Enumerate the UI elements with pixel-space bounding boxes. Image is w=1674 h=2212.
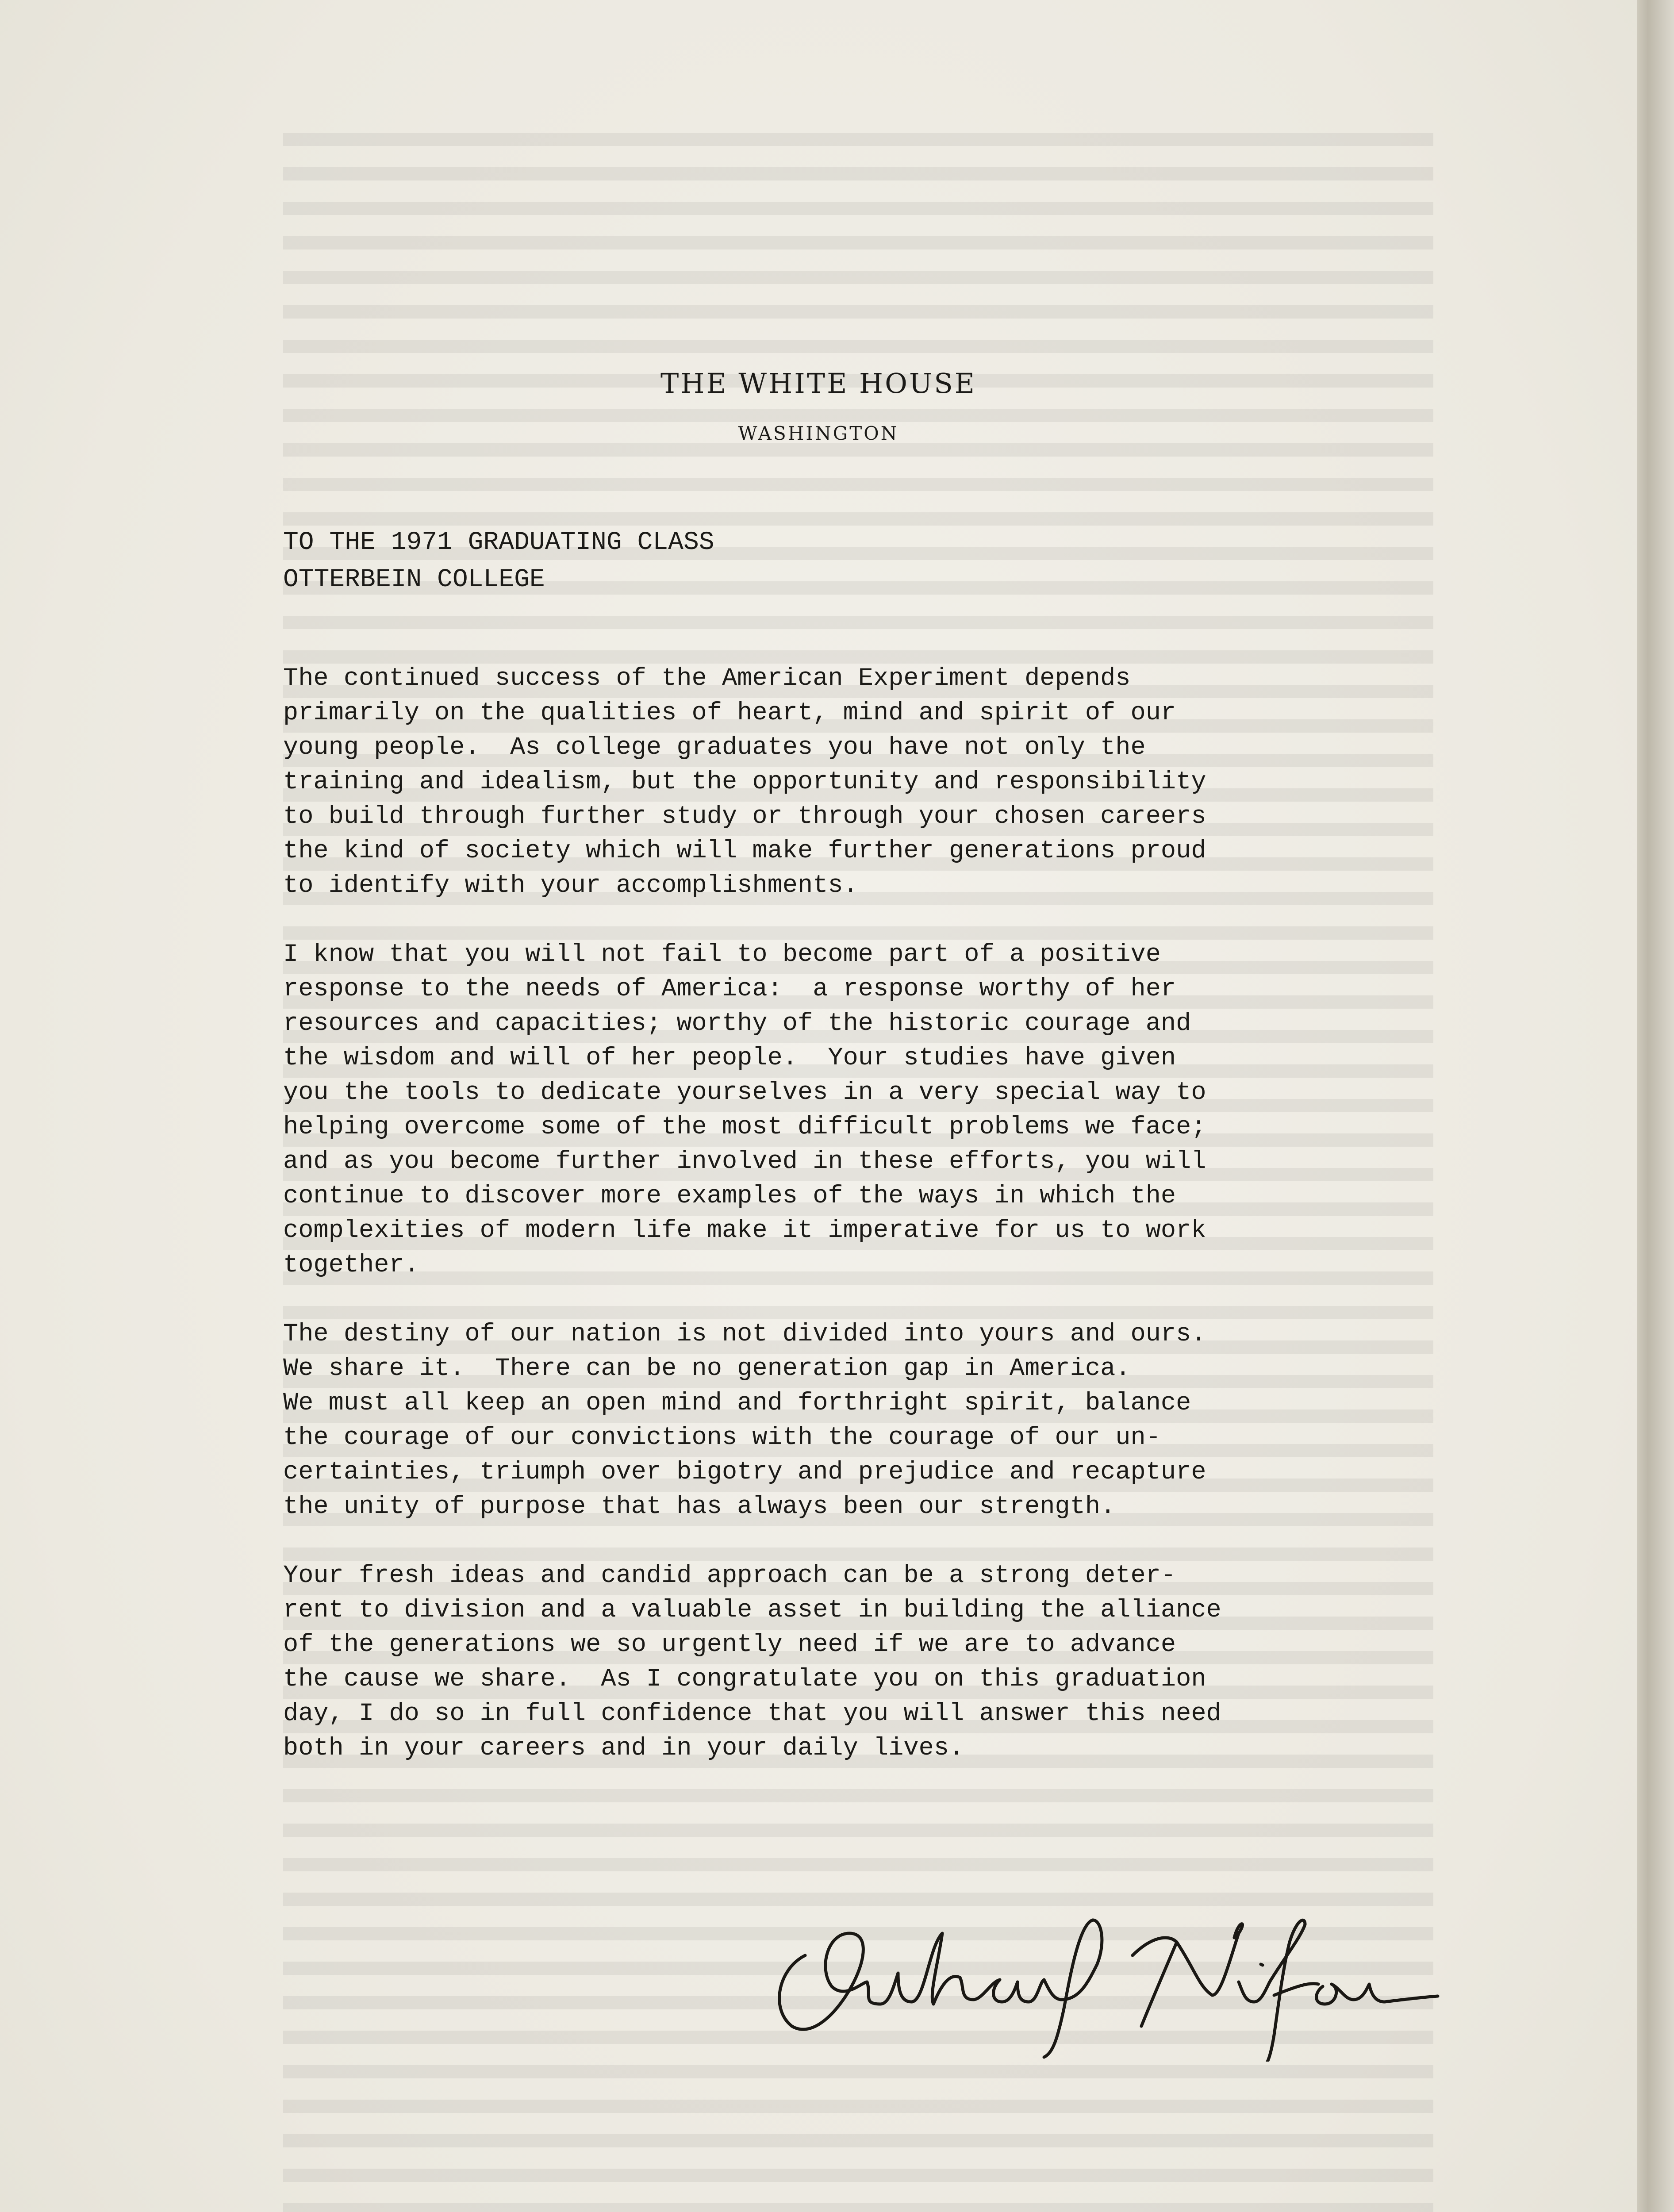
letter-body: [283, 661, 1478, 1800]
text-line: continue to discover more examples of the ways in which the: [283, 1182, 1176, 1210]
text-line: training and idealism, but the opportunity and responsibility: [283, 768, 1206, 796]
letterhead-title: THE WHITE HOUSE: [660, 367, 976, 399]
paragraph-2: [283, 937, 1478, 1283]
text-line: to identify with your accomplishments.: [283, 872, 858, 900]
letterhead-subtitle: WASHINGTON: [738, 422, 899, 444]
text-line: the wisdom and will of her people. Your studies have given: [283, 1044, 1176, 1072]
text-line: both in your careers and in your daily lives.: [283, 1734, 964, 1763]
page-edge-shadow: [1637, 0, 1674, 2212]
text-line: The destiny of our nation is not divided into yours and ours.: [283, 1320, 1206, 1348]
text-line: complexities of modern life make it imperative for us to work: [283, 1217, 1206, 1245]
text-line: resources and capacities; worthy of the historic courage and: [283, 1010, 1191, 1038]
text-line: helping overcome some of the most difficult problems we face;: [283, 1113, 1206, 1141]
text-line: I know that you will not fail to become part of a positive: [283, 941, 1161, 969]
text-line: to build through further study or through your chosen careers: [283, 803, 1206, 831]
text-line: you the tools to dedicate yourselves in a very special way to: [283, 1079, 1206, 1107]
paragraph-4: [283, 1559, 1478, 1766]
text-line: of the generations we so urgently need if we are to advance: [283, 1631, 1176, 1659]
text-line: the courage of our convictions with the courage of our un-: [283, 1424, 1161, 1452]
text-line: the kind of society which will make further generations proud: [283, 837, 1206, 865]
text-line: The continued success of the American Experiment depends: [283, 664, 1131, 693]
text-line: and as you become further involved in these efforts, you will: [283, 1148, 1206, 1176]
text-line: We share it. There can be no generation gap in America.: [283, 1355, 1131, 1383]
signature: [752, 1893, 1442, 2062]
text-line: We must all keep an open mind and forthright spirit, balance: [283, 1389, 1191, 1417]
paragraph-3: [283, 1317, 1478, 1524]
address-line: OTTERBEIN COLLEGE: [283, 565, 545, 594]
text-line: day, I do so in full confidence that you will answer this need: [283, 1700, 1221, 1728]
text-line: certainties, triumph over bigotry and prejudice and recapture: [283, 1458, 1206, 1486]
paragraph-1: [283, 661, 1478, 903]
text-line: Your fresh ideas and candid approach can be a strong deter-: [283, 1562, 1176, 1590]
text-line: young people. As college graduates you have not only the: [283, 733, 1146, 762]
text-line: response to the needs of America: a response worthy of her: [283, 975, 1176, 1003]
text-line: together.: [283, 1251, 419, 1279]
address-line: TO THE 1971 GRADUATING CLASS: [283, 528, 714, 557]
text-line: rent to division and a valuable asset in building the alliance: [283, 1596, 1221, 1624]
text-line: the unity of purpose that has always been our strength.: [283, 1493, 1116, 1521]
address-block: [283, 524, 714, 599]
text-line: primarily on the qualities of heart, mind and spirit of our: [283, 699, 1176, 727]
text-line: the cause we share. As I congratulate you on this graduation: [283, 1665, 1206, 1694]
